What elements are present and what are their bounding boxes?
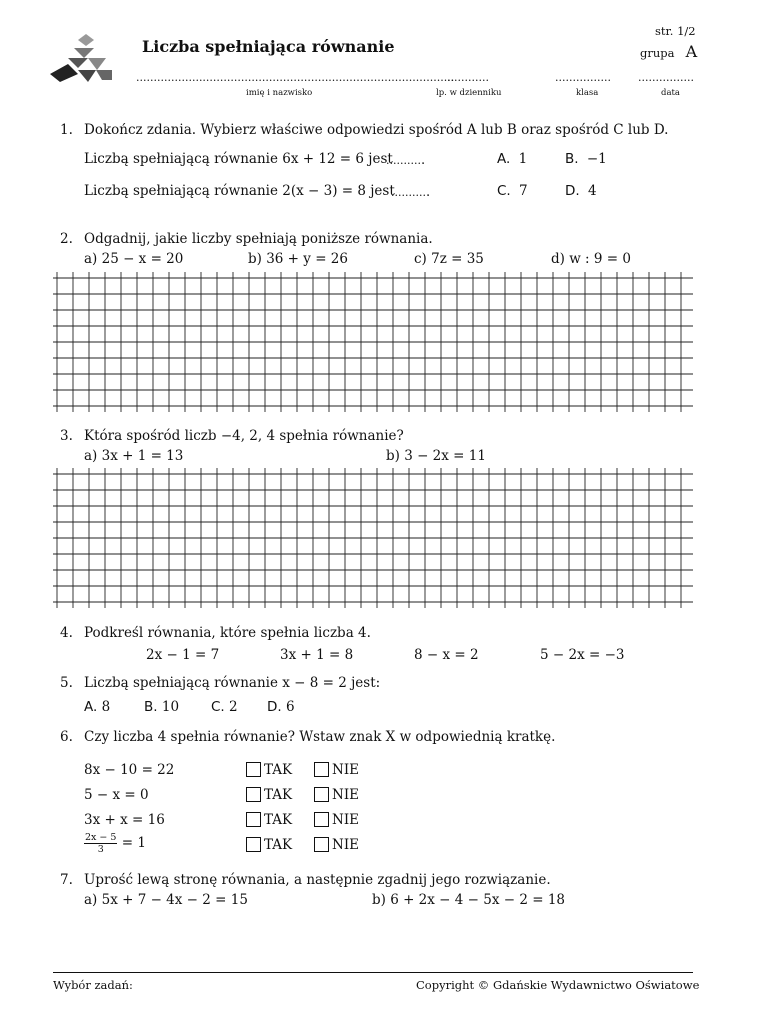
roll-number-field[interactable]: ............ — [447, 71, 489, 84]
q6-row-1-yes[interactable] — [246, 762, 292, 778]
name-field[interactable]: ........................................................................................... — [136, 71, 455, 84]
option-letter: B. — [144, 699, 158, 715]
page-number: str. 1/2 — [655, 24, 696, 38]
q5-option-a[interactable] — [84, 699, 110, 715]
q3-item-b: b) 3 − 2x = 11 — [386, 448, 486, 464]
q3-item-a: a) 3x + 1 = 13 — [84, 448, 184, 464]
q1-option-a[interactable] — [497, 151, 527, 167]
q4-equation-3[interactable]: 8 − x = 2 — [414, 647, 479, 663]
q4-text: Podkreśl równania, które spełnia liczba 4. — [84, 625, 371, 641]
option-value: 7 — [519, 183, 528, 199]
page-title: Liczba spełniająca równanie — [142, 37, 395, 56]
option-letter: C. — [497, 183, 511, 199]
footer-divider — [53, 972, 693, 973]
q2-item-a: a) 25 − x = 20 — [84, 251, 184, 267]
q1-text: Dokończ zdania. Wybierz właściwe odpowiedzi spośród A lub B oraz spośród C lub D. — [84, 122, 669, 138]
group-label: grupa — [640, 46, 675, 60]
q5-text: Liczbą spełniającą równanie x − 8 = 2 jest: — [84, 675, 381, 691]
q2-text: Odgadnij, jakie liczby spełniają poniższe równania. — [84, 231, 433, 247]
q5-option-b[interactable] — [144, 699, 179, 715]
date-label: data — [661, 88, 680, 98]
q6-row-2-no[interactable] — [314, 787, 359, 803]
q1-line2: Liczbą spełniającą równanie 2(x − 3) = 8 jest — [84, 183, 395, 199]
q4-equation-4[interactable]: 5 − 2x = −3 — [540, 647, 625, 663]
footer-copyright: Copyright © Gdańskie Wydawnictwo Oświatowe — [416, 978, 700, 992]
footer-left: Wybór zadań: — [53, 978, 133, 992]
q4-equation-1[interactable]: 2x − 1 = 7 — [146, 647, 220, 663]
group-value: A — [685, 42, 698, 61]
q6-number: 6. — [60, 729, 73, 745]
option-letter: D. — [565, 183, 580, 199]
name-label: imię i nazwisko — [246, 88, 313, 98]
no-label: NIE — [332, 837, 359, 853]
roll-number-label: lp. w dzienniku — [436, 88, 502, 98]
q6-text: Czy liczba 4 spełnia równanie? Wstaw znak X w odpowiednią kratkę. — [84, 729, 556, 745]
q1-answer2-blank[interactable]: ........... — [391, 185, 431, 200]
checkbox[interactable] — [314, 837, 329, 852]
q6-row-1-no[interactable] — [314, 762, 359, 778]
option-value: 10 — [161, 699, 180, 715]
class-field[interactable]: ................ — [555, 71, 611, 84]
yes-label: TAK — [264, 762, 293, 778]
fraction-denominator: 3 — [97, 844, 104, 855]
q3-number: 3. — [60, 428, 73, 444]
q4-number: 4. — [60, 625, 73, 641]
checkbox[interactable] — [246, 762, 261, 777]
option-letter: A. — [84, 699, 98, 715]
q3-answer-grid[interactable] — [53, 468, 693, 608]
q5-option-c[interactable] — [211, 699, 238, 715]
option-value: −1 — [586, 151, 607, 167]
option-letter: C. — [211, 699, 225, 715]
option-letter: D. — [267, 699, 282, 715]
q2-item-c: c) 7z = 35 — [414, 251, 484, 267]
q1-number: 1. — [60, 122, 73, 138]
q7-item-b: b) 6 + 2x − 4 − 5x − 2 = 18 — [372, 892, 566, 908]
q6-row-4-yes[interactable] — [246, 837, 292, 853]
q6-row-3: 3x + x = 16 — [84, 812, 165, 828]
yes-label: TAK — [264, 812, 293, 828]
option-value: 4 — [587, 183, 597, 199]
q7-number: 7. — [60, 872, 73, 888]
publisher-logo — [48, 34, 118, 86]
q1-line1: Liczbą spełniającą równanie 6x + 12 = 6 jest — [84, 151, 393, 167]
fraction — [84, 832, 117, 855]
yes-label: TAK — [264, 787, 293, 803]
q5-option-d[interactable] — [267, 699, 295, 715]
checkbox[interactable] — [246, 837, 261, 852]
no-label: NIE — [332, 812, 359, 828]
q1-option-c[interactable] — [497, 183, 528, 199]
q7-item-a: a) 5x + 7 − 4x − 2 = 15 — [84, 892, 248, 908]
checkbox[interactable] — [246, 812, 261, 827]
option-letter: B. — [565, 151, 579, 167]
q1-answer1-blank[interactable]: ........... — [386, 153, 426, 168]
group-indicator — [640, 42, 697, 61]
q6-row-1: 8x − 10 = 22 — [84, 762, 175, 778]
q6-row-3-yes[interactable] — [246, 812, 292, 828]
fraction-rhs: = 1 — [121, 835, 146, 851]
q1-option-b[interactable] — [565, 151, 607, 167]
option-letter: A. — [497, 151, 511, 167]
q2-number: 2. — [60, 231, 73, 247]
q3-text: Która spośród liczb −4, 2, 4 spełnia równanie? — [84, 428, 404, 444]
q6-row-2-yes[interactable] — [246, 787, 292, 803]
q6-row-4 — [84, 832, 146, 855]
q2-item-b: b) 36 + y = 26 — [248, 251, 348, 267]
checkbox[interactable] — [314, 812, 329, 827]
checkbox[interactable] — [246, 787, 261, 802]
class-label: klasa — [576, 88, 599, 98]
date-field[interactable]: ................ — [638, 71, 694, 84]
option-value: 8 — [101, 699, 111, 715]
yes-label: TAK — [264, 837, 293, 853]
checkbox[interactable] — [314, 787, 329, 802]
q1-option-d[interactable] — [565, 183, 597, 199]
option-value: 1 — [518, 151, 528, 167]
fraction-numerator: 2x − 5 — [85, 832, 117, 843]
q6-row-3-no[interactable] — [314, 812, 359, 828]
checkbox[interactable] — [314, 762, 329, 777]
option-value: 2 — [229, 699, 238, 715]
q2-item-d: d) w : 9 = 0 — [551, 251, 631, 267]
q4-equation-2[interactable]: 3x + 1 = 8 — [280, 647, 354, 663]
q7-text: Uprość lewą stronę równania, a następnie zgadnij jego rozwiązanie. — [84, 872, 551, 888]
no-label: NIE — [332, 787, 359, 803]
q5-number: 5. — [60, 675, 73, 691]
option-value: 6 — [285, 699, 295, 715]
q6-row-2: 5 − x = 0 — [84, 787, 149, 803]
no-label: NIE — [332, 762, 359, 778]
q6-row-4-no[interactable] — [314, 837, 359, 853]
q2-answer-grid[interactable] — [53, 272, 693, 412]
